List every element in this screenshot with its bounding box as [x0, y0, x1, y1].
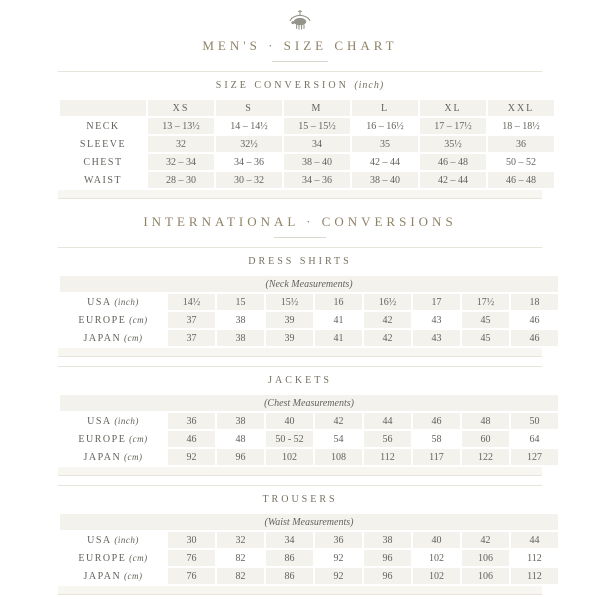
value-cell: 32: [217, 532, 264, 548]
section-title-trousers: TROUSERS: [262, 494, 338, 505]
value-cell: 41: [333, 314, 344, 326]
value-cell: 14 – 14½: [230, 120, 268, 132]
page-title: MEN'S · SIZE CHART: [202, 38, 398, 53]
value-cell: 36: [315, 532, 362, 548]
value-cell: 32 – 34: [148, 154, 214, 170]
value-cell: 92: [333, 552, 344, 564]
size-column-header: M: [284, 100, 350, 116]
value-cell: 46: [168, 431, 215, 447]
value-cell: 32½: [216, 136, 282, 152]
golden-fleece-logo-icon: [0, 9, 600, 34]
row-label: EUROPE (cm): [78, 433, 148, 445]
row-label: JAPAN (cm): [83, 451, 143, 463]
value-cell: 41: [315, 330, 362, 346]
value-cell: 82: [235, 552, 246, 564]
value-cell: 64: [529, 433, 540, 445]
value-cell: 17 – 17½: [420, 118, 486, 134]
value-cell: 42: [462, 532, 509, 548]
size-conversion-title-unit: (inch): [354, 80, 385, 91]
value-cell: 42 – 44: [370, 156, 400, 168]
value-cell: 82: [217, 568, 264, 584]
row-label: CHEST: [83, 156, 123, 168]
value-cell: 60: [462, 431, 509, 447]
value-cell: 30 – 32: [216, 172, 282, 188]
value-cell: 96: [364, 550, 411, 566]
content: [58, 71, 542, 595]
value-cell: 17: [413, 294, 460, 310]
value-cell: 17½: [462, 294, 509, 310]
value-cell: 92: [315, 568, 362, 584]
value-cell: 96: [217, 449, 264, 465]
value-cell: 46 – 48: [488, 172, 554, 188]
value-cell: 50 – 52: [506, 156, 536, 168]
value-cell: 14½: [168, 294, 215, 310]
value-cell: 46: [529, 314, 540, 326]
row-label: USA (inch): [87, 415, 139, 427]
value-cell: 42 – 44: [420, 172, 486, 188]
value-cell: 96: [364, 568, 411, 584]
value-cell: 76: [168, 550, 215, 566]
value-cell: 15½: [266, 294, 313, 310]
value-cell: 43: [413, 330, 460, 346]
size-conversion-title: [58, 72, 542, 98]
value-cell: 35½: [420, 136, 486, 152]
jackets-table: [58, 393, 560, 467]
value-cell: 18: [511, 294, 558, 310]
value-cell: 54: [333, 433, 344, 445]
value-cell: 106: [462, 550, 509, 566]
value-cell: 36: [168, 413, 215, 429]
value-cell: 16 – 16½: [366, 120, 404, 132]
value-cell: 46: [413, 413, 460, 429]
value-cell: 38: [217, 413, 264, 429]
row-label: NECK: [86, 120, 120, 132]
size-conversion-table-host: [58, 98, 542, 190]
value-cell: 86: [266, 568, 313, 584]
row-label: USA (inch): [87, 296, 139, 308]
value-cell: 35: [352, 136, 418, 152]
value-cell: 45: [462, 330, 509, 346]
value-cell: 102: [429, 552, 444, 564]
value-cell: 112: [511, 568, 558, 584]
value-cell: 50 - 52: [266, 431, 313, 447]
size-column-header: L: [352, 100, 418, 116]
value-cell: 34 – 36: [284, 172, 350, 188]
size-column-header: S: [216, 100, 282, 116]
value-cell: 37: [168, 312, 215, 328]
value-cell: 48: [462, 413, 509, 429]
value-cell: 122: [462, 449, 509, 465]
value-cell: 36: [488, 136, 554, 152]
brand-header: [0, 0, 600, 62]
value-cell: 16: [315, 294, 362, 310]
value-cell: 45: [462, 312, 509, 328]
size-column-header: XS: [148, 100, 214, 116]
value-cell: 28 – 30: [148, 172, 214, 188]
value-cell: 30: [168, 532, 215, 548]
value-cell: 38 – 40: [352, 172, 418, 188]
value-cell: 106: [462, 568, 509, 584]
table-bottom-pad: [58, 586, 542, 594]
value-cell: 40: [413, 532, 460, 548]
value-cell: 46 – 48: [420, 154, 486, 170]
international-heading-underline: [274, 237, 326, 238]
value-cell: 48: [235, 433, 246, 445]
international-sections: [58, 247, 542, 595]
value-cell: 56: [364, 431, 411, 447]
dress-shirts-table: [58, 274, 560, 348]
value-cell: 38: [364, 532, 411, 548]
size-conversion-section: [58, 71, 542, 199]
value-cell: 86: [266, 550, 313, 566]
value-cell: 112: [364, 449, 411, 465]
size-column-header: XL: [420, 100, 486, 116]
value-cell: 102: [266, 449, 313, 465]
international-conversions-heading: INTERNATIONAL · CONVERSIONS: [143, 214, 457, 229]
value-cell: 38: [217, 330, 264, 346]
value-cell: 13 – 13½: [148, 118, 214, 134]
page-title-underline: [272, 61, 328, 62]
value-cell: 40: [266, 413, 313, 429]
section-dress-shirts: [58, 247, 542, 357]
value-cell: 127: [511, 449, 558, 465]
measurement-subtitle: (Chest Measurements): [60, 395, 558, 411]
section-title-dress-shirts: DRESS SHIRTS: [248, 256, 352, 267]
value-cell: 39: [266, 312, 313, 328]
table-bottom-pad: [58, 190, 542, 198]
value-cell: 42: [315, 413, 362, 429]
value-cell: 18 – 18½: [502, 120, 540, 132]
size-conversion-title-text: SIZE CONVERSION: [215, 80, 349, 91]
row-label: JAPAN (cm): [83, 332, 143, 344]
value-cell: 50: [511, 413, 558, 429]
section-title-jackets: JACKETS: [268, 375, 332, 386]
value-cell: 34 – 36: [234, 156, 264, 168]
row-label: SLEEVE: [79, 138, 127, 150]
corner-cell: [60, 100, 146, 116]
value-cell: 32: [148, 136, 214, 152]
value-cell: 38 – 40: [284, 154, 350, 170]
value-cell: 117: [413, 449, 460, 465]
value-cell: 44: [511, 532, 558, 548]
measurement-subtitle: (Waist Measurements): [60, 514, 558, 530]
table-bottom-pad: [58, 467, 542, 475]
value-cell: 34: [266, 532, 313, 548]
row-label: EUROPE (cm): [78, 314, 148, 326]
value-cell: 37: [168, 330, 215, 346]
value-cell: 15: [217, 294, 264, 310]
value-cell: 92: [168, 449, 215, 465]
value-cell: 42: [364, 330, 411, 346]
row-label: EUROPE (cm): [78, 552, 148, 564]
value-cell: 43: [431, 314, 442, 326]
table-bottom-pad: [58, 348, 542, 356]
value-cell: 16½: [364, 294, 411, 310]
value-cell: 44: [364, 413, 411, 429]
value-cell: 39: [266, 330, 313, 346]
row-label: USA (inch): [87, 534, 139, 546]
value-cell: 46: [511, 330, 558, 346]
section-trousers: [58, 485, 542, 595]
size-conversion-table: [58, 98, 556, 190]
row-label: JAPAN (cm): [83, 570, 143, 582]
trousers-table: [58, 512, 560, 586]
value-cell: 34: [284, 136, 350, 152]
value-cell: 58: [431, 433, 442, 445]
section-jackets: [58, 366, 542, 476]
measurement-subtitle: (Neck Measurements): [60, 276, 558, 292]
value-cell: 112: [527, 552, 542, 564]
value-cell: 38: [235, 314, 246, 326]
row-label: WAIST: [83, 174, 123, 186]
size-column-header: XXL: [488, 100, 554, 116]
value-cell: 108: [315, 449, 362, 465]
value-cell: 15 – 15½: [284, 118, 350, 134]
value-cell: 76: [168, 568, 215, 584]
value-cell: 102: [413, 568, 460, 584]
value-cell: 42: [364, 312, 411, 328]
